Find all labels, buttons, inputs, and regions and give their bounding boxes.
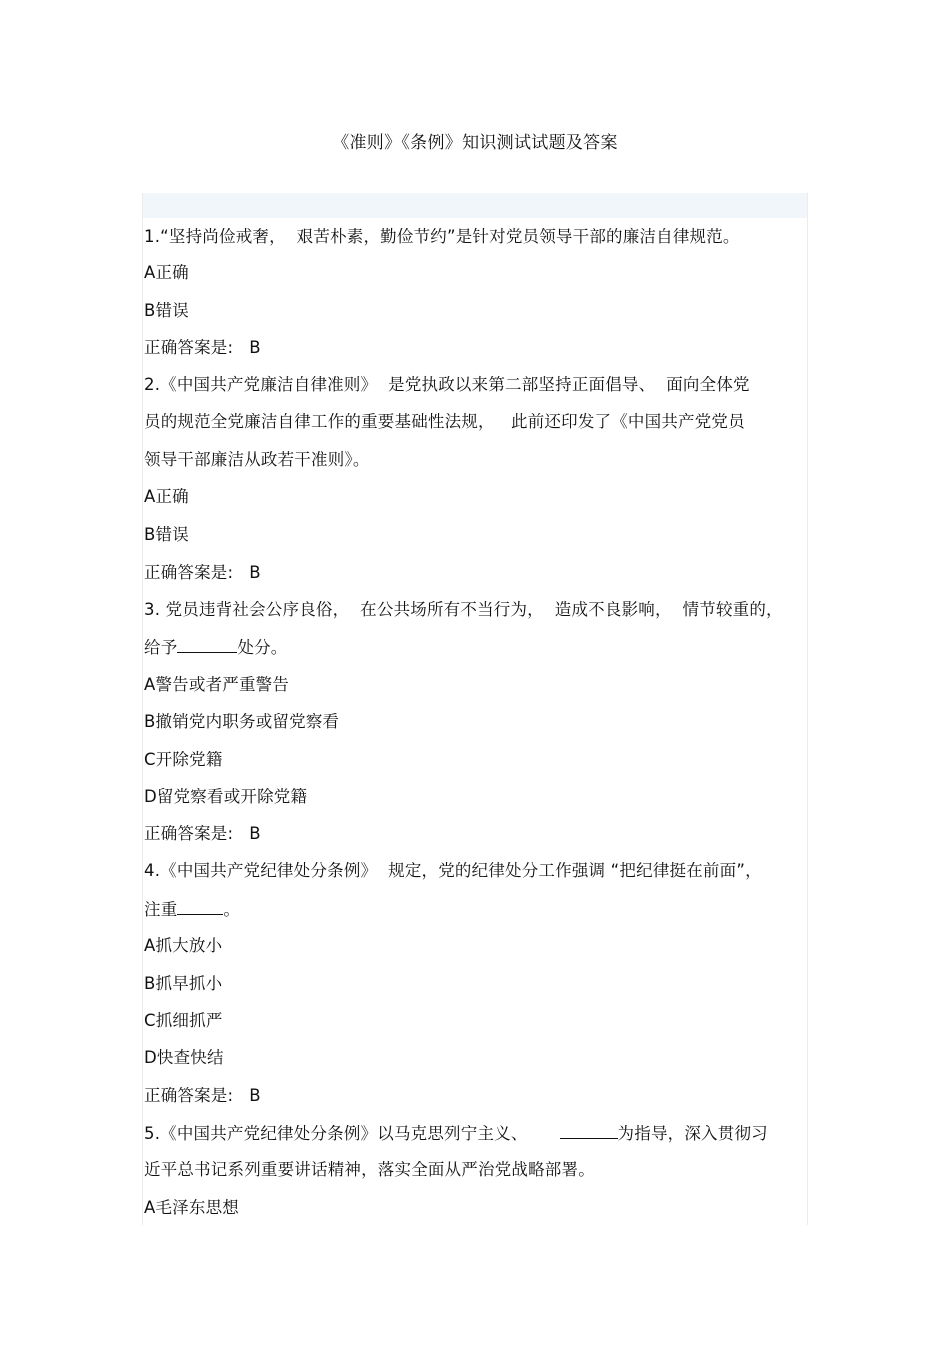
- question-4-option-c: C抓细抓严: [144, 1011, 223, 1030]
- question-4-answer: [144, 1083, 261, 1109]
- question-5-text-line-2: 近平总书记系列重要讲话精神，落实全面从严治党战略部署。: [144, 1160, 595, 1179]
- question-1-text: 1.“坚持尚俭戒奢， 艰苦朴素，勤俭节约”是针对党员领导干部的廉洁自律规范。: [144, 227, 740, 246]
- question-2-option-b: B错误: [144, 525, 189, 544]
- question-3-text-line-1: 3. 党员违背社会公序良俗， 在公共场所有不当行为， 造成不良影响， 情节较重的，: [144, 600, 783, 619]
- question-text-fragment: 处分。: [237, 638, 288, 657]
- question-3-answer: [144, 821, 261, 847]
- question-3-option-b: B撤销党内职务或留党察看: [144, 712, 340, 731]
- question-4-option-b: B抓早抓小: [144, 974, 223, 993]
- question-5-option-a: A毛泽东思想: [144, 1198, 239, 1217]
- answer-label: 正确答案是:: [144, 824, 234, 843]
- question-3-option-a: A警告或者严重警告: [144, 675, 290, 694]
- question-text-fragment: 注重: [144, 900, 178, 919]
- answer-value: B: [249, 563, 261, 582]
- question-4-text-line-2: [144, 896, 240, 922]
- question-text-fragment: 给予: [144, 638, 178, 657]
- question-2-answer: [144, 560, 261, 586]
- question-5-text-line-1: [144, 1120, 768, 1146]
- header-band: [143, 193, 807, 218]
- answer-label: 正确答案是:: [144, 1086, 234, 1105]
- question-2-option-a: A正确: [144, 487, 189, 506]
- question-2-text-line-1: 2.《中国共产党廉洁自律准则》 是党执政以来第二部坚持正面倡导、 面向全体党: [144, 375, 750, 394]
- question-3-option-d: D留党察看或开除党籍: [144, 787, 308, 806]
- question-text-fragment: 。: [223, 900, 241, 919]
- question-text-fragment: 5.《中国共产党纪律处分条例》以马克思列宁主义、: [144, 1124, 528, 1143]
- question-4-text-line-1: 4.《中国共产党纪律处分条例》 规定，党的纪律处分工作强调 “把纪律挺在前面”，: [144, 861, 762, 880]
- question-1-option-a: A正确: [144, 263, 189, 282]
- question-text-fragment: 为指导，深入贯彻习: [617, 1124, 768, 1143]
- question-3-option-c: C开除党籍: [144, 750, 223, 769]
- answer-label: 正确答案是:: [144, 338, 234, 357]
- question-4-option-a: A抓大放小: [144, 936, 223, 955]
- question-2-text-line-2: 员的规范全党廉洁自律工作的重要基础性法规， 此前还印发了《中国共产党党员: [144, 412, 745, 431]
- answer-value: B: [249, 824, 261, 843]
- answer-value: B: [249, 338, 261, 357]
- question-1-answer: [144, 335, 261, 361]
- question-2-text-line-3: 领导干部廉洁从政若干准则》。: [144, 450, 370, 469]
- question-1-option-b: B错误: [144, 301, 189, 320]
- question-3-text-line-2: [144, 634, 288, 660]
- fill-in-blank: [560, 1120, 618, 1139]
- question-4-option-d: D快查快结: [144, 1048, 224, 1067]
- fill-in-blank: [177, 896, 223, 915]
- fill-in-blank: [177, 634, 237, 653]
- answer-value: B: [249, 1086, 261, 1105]
- answer-label: 正确答案是:: [144, 563, 234, 582]
- document-title: 《准则》《条例》知识测试试题及答案: [332, 133, 618, 153]
